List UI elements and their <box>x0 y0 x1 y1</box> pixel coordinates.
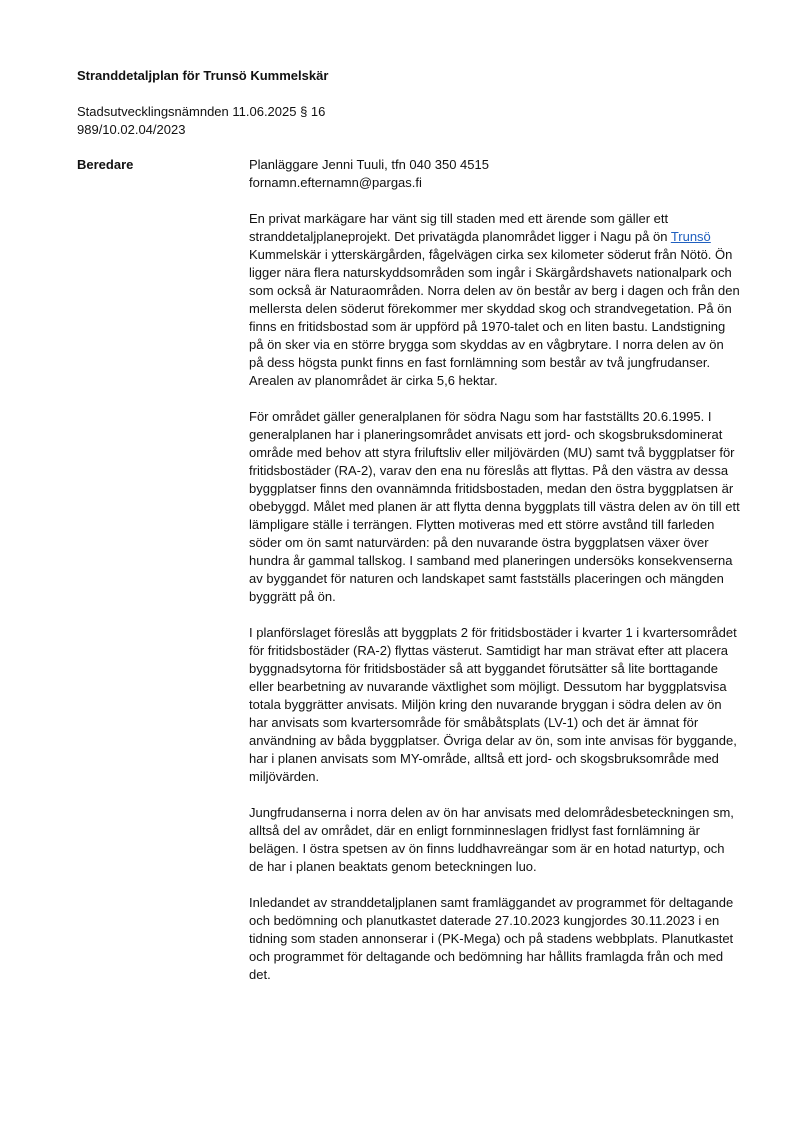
document-body <box>249 156 741 984</box>
preparer-contact <box>249 156 741 192</box>
paragraph-plan-proposal: I planförslaget föreslås att byggplats 2 för fritidsbostäder i kvarter 1 i kvartersområdet för fritidsbostäder (RA-2) flyttas västerut. Samtidigt har man strävat efter att placera byggnadsytorna för fritidsbostäder så att byggandet förutsätter så lite borttagande eller bearbetning av nuvarande växtlighet som möjligt. Dessutom har byggplatsvisa totala byggrätter anvisats. Miljön kring den nuvarande bryggan i södra delen av ön har anvisats som kvartersområde för småbåtsplats (LV-1) och det är ämnat för användning av båda byggplatser. Övriga delar av ön, som inte anvisas för byggande, har i planen anvisats som MY-område, alltså ett jord- och skogsbruksområde med miljövärden. <box>249 625 737 784</box>
paragraph-1-start: En privat markägare har vänt sig till staden med ett ärende som gäller ett stranddetaljplaneprojekt. Det privatägda planområdet ligger i Nagu på ön <box>249 211 671 244</box>
trunso-link[interactable]: Trunsö <box>670 229 711 244</box>
paragraph-background <box>249 210 741 390</box>
preparer-name: Planläggare Jenni Tuuli, tfn 040 350 4515 <box>249 157 489 172</box>
document-title: Stranddetaljplan för Trunsö Kummelskär <box>77 68 329 83</box>
paragraph-1-end: Kummelskär i ytterskärgården, fågelvägen cirka sex kilometer söderut från Nötö. Ön ligger nära flera naturskyddsområden som ingår i Skärgårdshavets nationalpark och som också är Naturaområden. Norra delen av ön består av berg i dagen och från den mellersta delen söderut förekommer mer skyddad skog och strandvegetation. På ön finns en fritidsbostad som är uppförd på 1970-talet och en liten bastu. Landstigning på ön sker via en större brygga som skyddas av en vågbrytare. I norra delen av ön på dess högsta punkt finns en fast fornlämning som består av två jungfrudanser. Arealen av planområdet är cirka 5,6 hektar. <box>249 247 740 388</box>
preparer-label: Beredare <box>77 157 134 172</box>
meeting-line: Stadsutvecklingsnämnden 11.06.2025 § 16 <box>77 104 326 119</box>
paragraph-heritage: Jungfrudanserna i norra delen av ön har anvisats med delområdesbeteckningen sm, alltså del av området, där en enligt fornminneslagen fridlyst fast fornlämning är belägen. I östra spetsen av ön finns luddhavreängar som är en hotad naturtyp, och de har i planen beaktats genom beteckningen luo. <box>249 805 734 874</box>
meeting-reference <box>77 103 325 139</box>
paragraph-announcement: Inledandet av stranddetaljplanen samt framläggandet av programmet för deltagande och bedömning och planutkastet daterade 27.10.2023 kungjordes 30.11.2023 i en tidning som staden annonserar i (PK-Mega) och på stadens webbplats. Planutkastet och programmet för deltagande och bedömning har hållits framlagda från och med det. <box>249 895 734 982</box>
paragraph-general-plan: För området gäller generalplanen för södra Nagu som har fastställts 20.6.1995. I generalplanen har i planeringsområdet anvisats ett jord- och skogsbruksdominerat område med behov att styra friluftsliv eller miljövärden (MU) samt två byggplatser för fritidsbostäder (RA-2), varav den ena nu föreslås att flyttas. På den västra av dessa byggplatser finns den ovannämnda fritidsbostaden, medan den östra byggplatsen är obebyggd. Målet med planen är att flytta denna byggplats till västra delen av ön till ett lämpligare ställe i terrängen. Flytten motiveras med ett större avstånd till farleden söder om ön samt naturvärden: på den nuvarande östra byggplatsen växer över hundra år gammal tallskog. I samband med planeringen undersöks konsekvenserna av byggandet för naturen och landskapet samt fastställs placeringen och mängden byggrätt på ön. <box>249 409 740 604</box>
preparer-email: fornamn.efternamn@pargas.fi <box>249 175 422 190</box>
reference-number: 989/10.02.04/2023 <box>77 122 186 137</box>
